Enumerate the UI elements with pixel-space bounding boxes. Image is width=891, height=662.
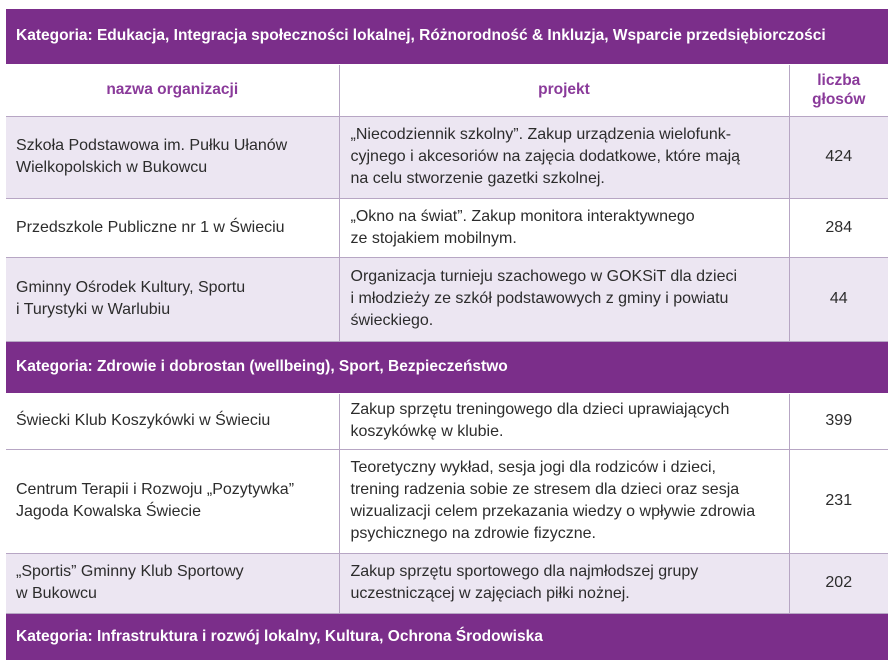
vote-count: 202: [789, 553, 888, 613]
table-row: [6, 393, 888, 449]
results-table: [6, 9, 888, 661]
category-row-infrastructure: [6, 613, 888, 660]
table-row: [6, 553, 888, 613]
table-row: [6, 198, 888, 257]
project-description: Organizacja turnieju szachowego w GOKSiT dla dzieci i młodzieży ze szkół podstawowych z gminy i powiatu świeckiego.: [339, 257, 789, 341]
category-row-education: [6, 9, 888, 64]
project-description: „Okno na świat”. Zakup monitora interaktywnego ze stojakiem mobilnym.: [339, 198, 789, 257]
column-header-votes: liczba głosów: [789, 64, 888, 116]
category-title: Kategoria: Edukacja, Integracja społeczności lokalnej, Różnorodność & Inkluzja, Wsparcie przedsiębiorczości: [6, 9, 888, 64]
organization-name: „Sportis” Gminny Klub Sportowy w Bukowcu: [6, 553, 339, 613]
vote-count: 399: [789, 393, 888, 449]
vote-count: 231: [789, 449, 888, 553]
vote-count: 284: [789, 198, 888, 257]
column-header-organization: nazwa organizacji: [6, 64, 339, 116]
project-description: Teoretyczny wykład, sesja jogi dla rodziców i dzieci, trening radzenia sobie ze stresem dla dzieci oraz sesja wizualizacji celem przekazania wiedzy o wpływie zdrowia psychicznego na zdrowie fizyczne.: [339, 449, 789, 553]
column-header-project: projekt: [339, 64, 789, 116]
vote-count: 424: [789, 116, 888, 198]
project-description: Zakup sprzętu treningowego dla dzieci uprawiających koszykówkę w klubie.: [339, 393, 789, 449]
vote-count: 44: [789, 257, 888, 341]
table-row: [6, 116, 888, 198]
category-title: Kategoria: Infrastruktura i rozwój lokalny, Kultura, Ochrona Środowiska: [6, 613, 888, 660]
organization-name: Szkoła Podstawowa im. Pułku Ułanów Wielkopolskich w Bukowcu: [6, 116, 339, 198]
category-row-health: [6, 341, 888, 393]
organization-name: Centrum Terapii i Rozwoju „Pozytywka” Jagoda Kowalska Świecie: [6, 449, 339, 553]
table-row: [6, 257, 888, 341]
organization-name: Gminny Ośrodek Kultury, Sportu i Turystyki w Warlubiu: [6, 257, 339, 341]
table-header-row: [6, 64, 888, 116]
category-title: Kategoria: Zdrowie i dobrostan (wellbeing), Sport, Bezpieczeństwo: [6, 341, 888, 393]
organization-name: Przedszkole Publiczne nr 1 w Świeciu: [6, 198, 339, 257]
project-description: „Niecodziennik szkolny”. Zakup urządzenia wielofunk- cyjnego i akcesoriów na zajęcia dodatkowe, które mają na celu stworzenie gazetki szkolnej.: [339, 116, 789, 198]
project-description: Zakup sprzętu sportowego dla najmłodszej grupy uczestniczącej w zajęciach piłki nożnej.: [339, 553, 789, 613]
organization-name: Świecki Klub Koszykówki w Świeciu: [6, 393, 339, 449]
table-row: [6, 449, 888, 553]
